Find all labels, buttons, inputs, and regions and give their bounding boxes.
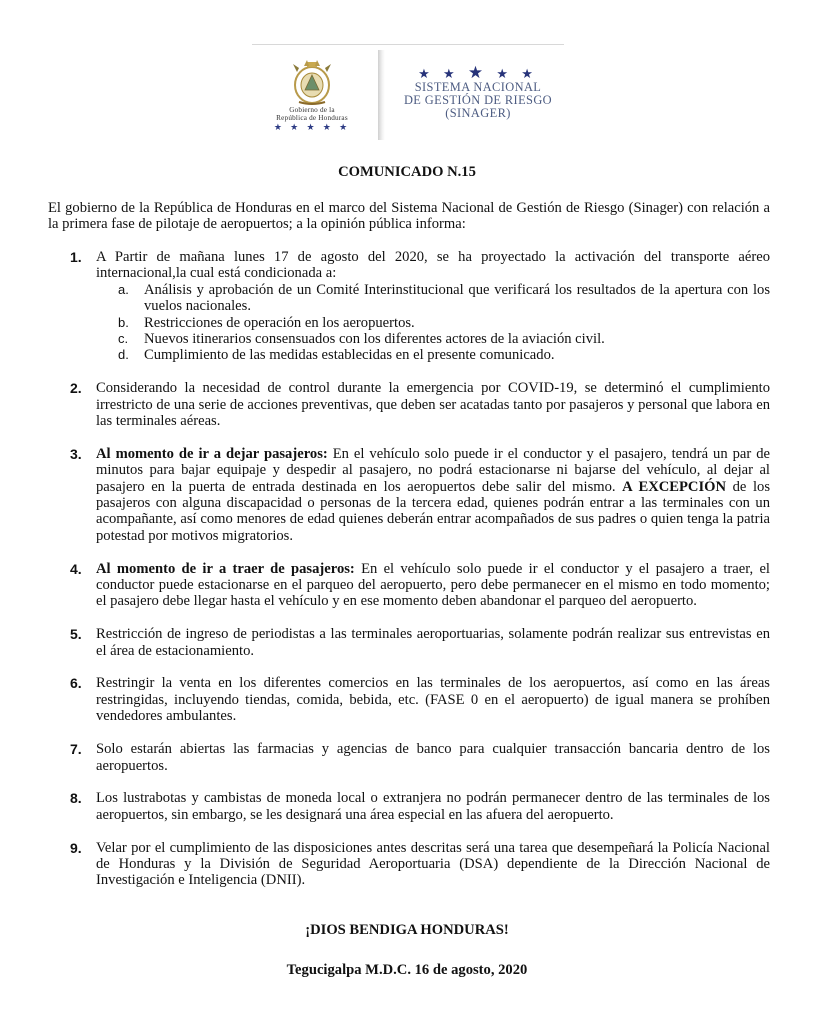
- sub-list: [96, 282, 770, 364]
- sinager-logo: [392, 63, 564, 120]
- sinager-stars-icon: ★ ★ ★ ★ ★: [418, 63, 538, 82]
- list-item-7: [48, 741, 770, 774]
- item-text: Restricción de ingreso de periodistas a las terminales aeroportuarias, solamente podrán realizar sus entrevistas en el área de estacionamiento.: [96, 626, 770, 659]
- government-logo: [252, 58, 372, 133]
- list-item-6: [48, 675, 770, 724]
- item-number: 1.: [70, 249, 82, 265]
- item-text-2: de los pasajeros con alguna discapacidad o personas de la tercera edad, quienes podrán entrar a las terminales con un acompañante, así como menores de edad quienes deberán entrar acompañados de sus padres o quien tenga la patria potestad por motivos migratorios.: [96, 478, 771, 544]
- item-text: A Partir de mañana lunes 17 de agosto del 2020, se ha proyectado la activación del transporte aéreo internacional,la cual está condicionada a:: [96, 249, 770, 282]
- closing-blessing: ¡DIOS BENDIGA HONDURAS!: [305, 922, 509, 938]
- sub-item-b: [96, 315, 770, 331]
- measures-list: [48, 249, 770, 905]
- sub-letter: a.: [118, 281, 129, 297]
- item-emphasis: A EXCEPCIÓN: [622, 478, 727, 495]
- item-lead: Al momento de ir a dejar pasajeros:: [96, 445, 328, 462]
- list-item-4: [48, 561, 770, 610]
- sinager-line1: SISTEMA NACIONAL: [414, 80, 542, 94]
- item-number: 6.: [70, 675, 82, 692]
- item-number: 4.: [70, 560, 82, 577]
- list-item-3: [48, 446, 770, 544]
- sub-text: Cumplimiento de las medidas establecidas en el presente comunicado.: [144, 347, 555, 364]
- honduras-coat-of-arms-icon: [289, 58, 335, 106]
- item-number: 3.: [70, 445, 82, 462]
- item-text: En el vehículo solo puede ir el conductor y el pasajero, tendrá un par de minutos para bajar equipaje y despedir al pasajero, no podrá estacionarse ni bajarse del vehículo, al dejar al pasajero en la puerta de entrada destinada en los aeropuertos debe salir del mismo.: [96, 445, 770, 495]
- item-text: Solo estarán abiertas las farmacias y agencias de banco para cualquier transacción bancaria dentro de los aeropuertos.: [96, 741, 770, 774]
- item-text: Los lustrabotas y cambistas de moneda local o extranjera no podrán permanecer dentro de las terminales de los aeropuertos, sin embargo, se les designará una área especial en las afuera del aeropuerto.: [96, 790, 770, 823]
- sub-text: Nuevos itinerarios consensuados con los diferentes actores de la aviación civil.: [144, 331, 605, 348]
- list-item-1: [48, 249, 770, 364]
- sub-letter: d.: [118, 347, 129, 363]
- sub-item-c: [96, 331, 770, 347]
- intro-paragraph: El gobierno de la República de Honduras en el marco del Sistema Nacional de Gestión de Riesgo (Sinager) con relación a la primera fase de pilotaje de aeropuertos; a la opinión pública informa:: [48, 200, 770, 233]
- sub-text: Análisis y aprobación de un Comité Interinstitucional que verificará los resultados de la apertura con los vuelos nacionales.: [144, 281, 770, 315]
- item-number: 2.: [70, 380, 82, 397]
- item-number: 5.: [70, 626, 82, 643]
- gov-name-line2: República de Honduras: [276, 114, 348, 122]
- item-number: 8.: [70, 790, 82, 807]
- sub-item-a: [96, 282, 770, 315]
- item-number: 9.: [70, 839, 82, 856]
- item-text: Velar por el cumplimiento de las disposiciones antes descritas será una tarea que desempeñará la Policía Nacional de Honduras y la División de Seguridad Aeroportuaria (DSA) dependiente de la Dirección Nacional de Investigación e Inteligencia (DNII).: [96, 839, 770, 889]
- list-item-2: [48, 380, 770, 429]
- gov-stars: ★ ★ ★ ★ ★: [273, 122, 351, 132]
- sinager-line2: DE GESTIÓN DE RIESGO: [403, 92, 553, 107]
- item-text: Restringir la venta en los diferentes comercios en las terminales de los aeropuertos, así como en las áreas restringidas, incluyendo tiendas, comida, bebida, etc. (FASE 0 en el aeropuerto) de igual manera se prohíben vendedores ambulantes.: [96, 675, 770, 725]
- sub-letter: b.: [118, 314, 129, 330]
- letterhead: [252, 44, 564, 144]
- document-title: COMUNICADO N.15: [338, 164, 476, 180]
- sub-item-d: [96, 347, 770, 363]
- gov-name-line1: Gobierno de la: [289, 106, 335, 114]
- item-number: 7.: [70, 741, 82, 758]
- list-item-8: [48, 790, 770, 823]
- item-text: En el vehículo solo puede ir el conductor y el pasajero a traer, el conductor puede estacionarse en el parqueo del aeropuerto, pero debe permanecer en el mismo en todo momento; el pasajero debe llegar hasta el vehículo y en ese momento deben abandonar el parqueo del aeropuerto.: [96, 560, 770, 610]
- sub-letter: c.: [118, 331, 129, 347]
- logo-divider: [378, 50, 385, 140]
- list-item-9: [48, 840, 770, 889]
- place-and-date: Tegucigalpa M.D.C. 16 de agosto, 2020: [286, 962, 528, 978]
- list-item-5: [48, 626, 770, 659]
- header-rule: [252, 44, 564, 45]
- sub-text: Restricciones de operación en los aeropuertos.: [144, 314, 415, 331]
- item-text: Considerando la necesidad de control durante la emergencia por COVID-19, se determinó el cumplimiento irrestricto de una serie de acciones preventivas, que deben ser acatadas tanto por pasajeros y personal que labora en las terminales aéreas.: [96, 380, 770, 430]
- sinager-line3: (SINAGER): [445, 105, 511, 120]
- item-lead: Al momento de ir a traer de pasajeros:: [96, 560, 355, 577]
